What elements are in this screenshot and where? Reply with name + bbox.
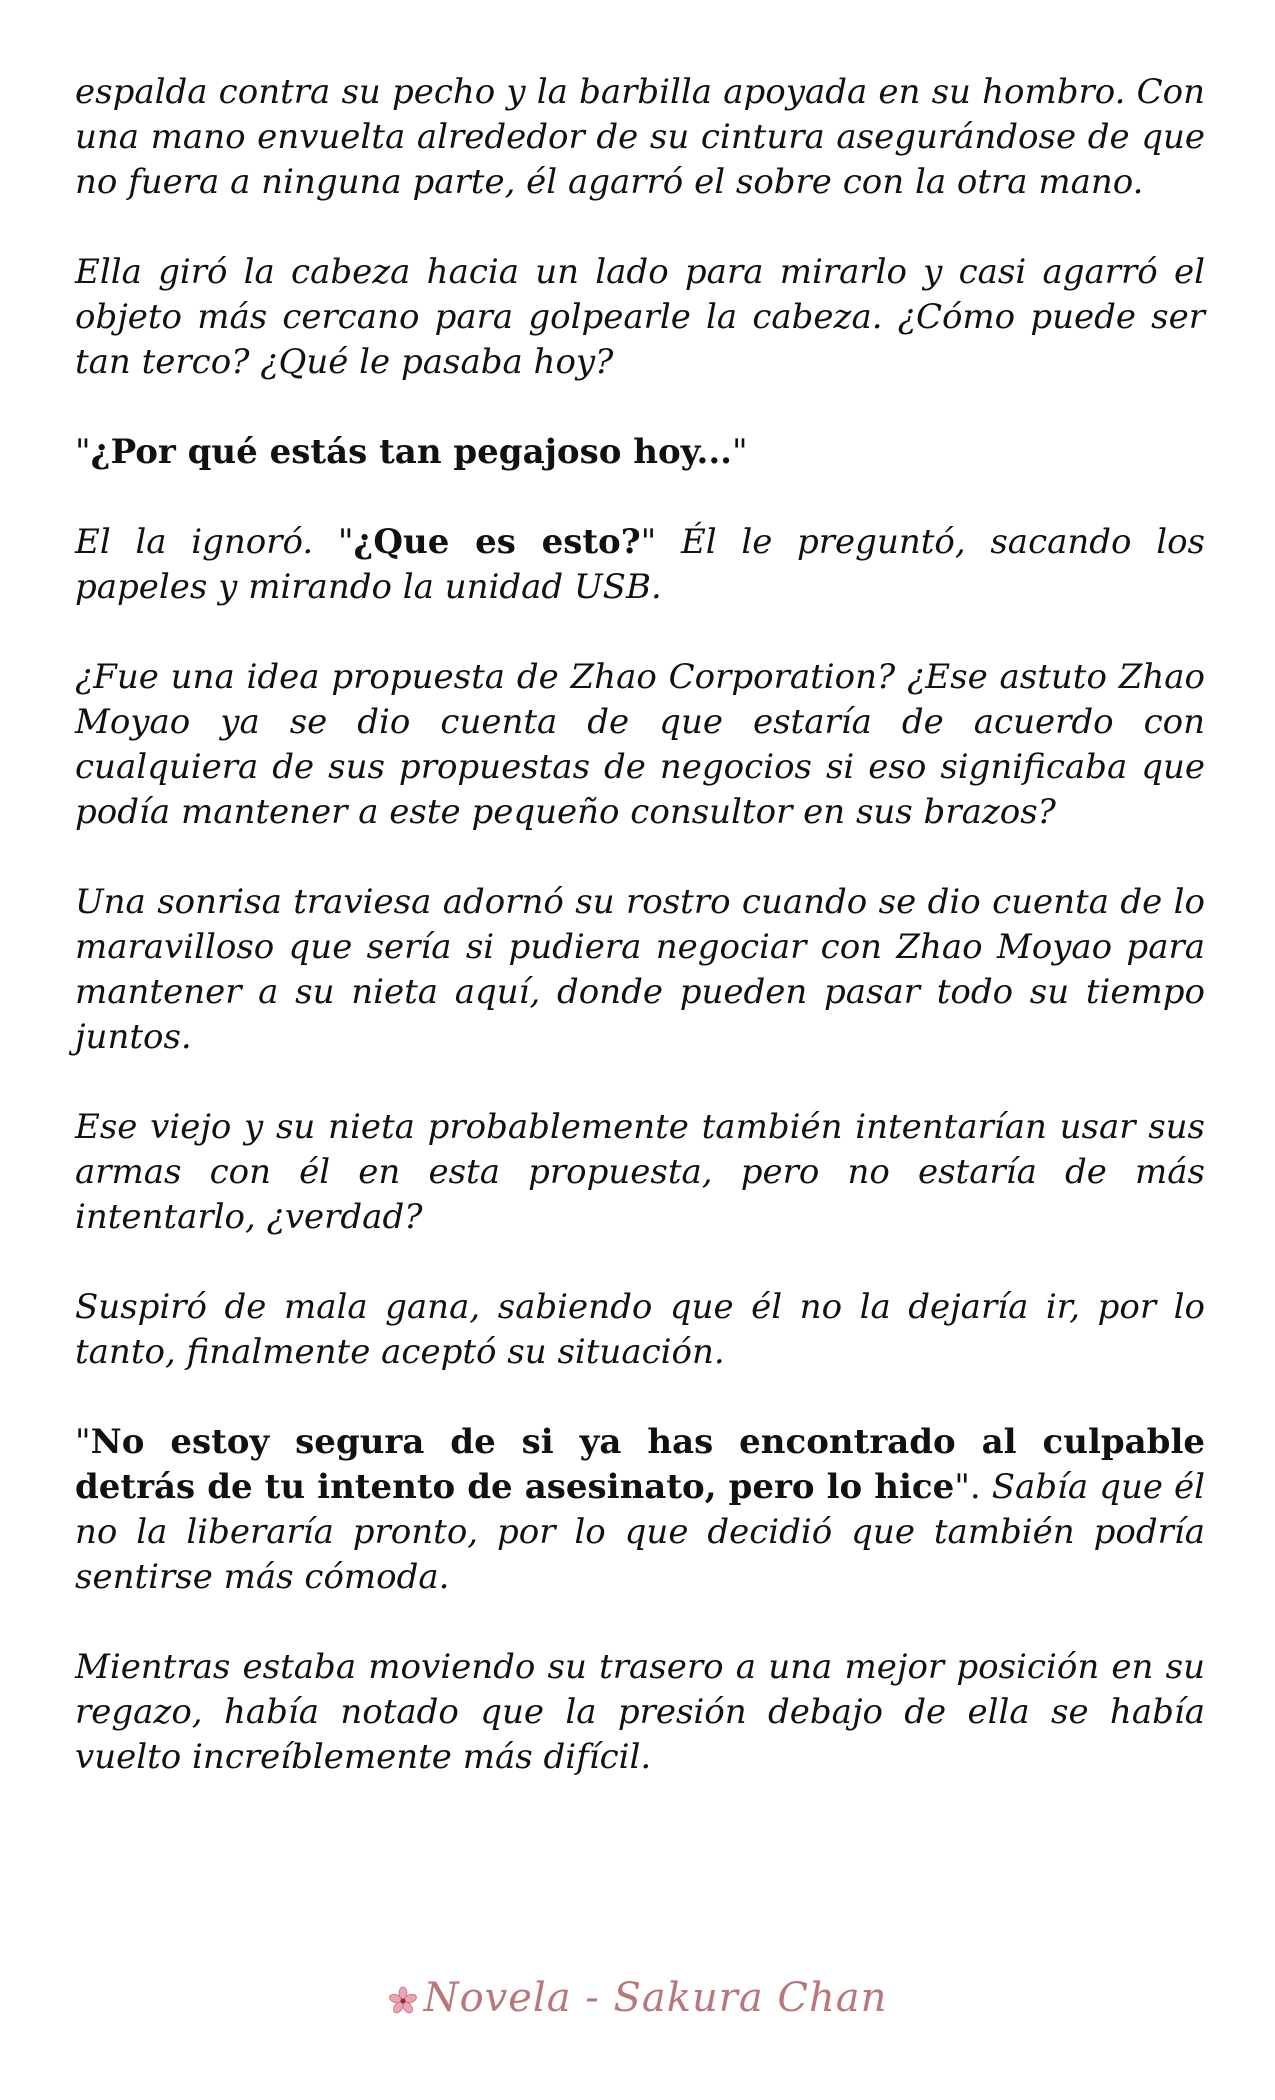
quote-mark: " — [75, 1422, 91, 1462]
paragraph-5: ¿Fue una idea propuesta de Zhao Corporation? ¿Ese astuto Zhao Moyao ya se dio cuenta de que estaría de acuerdo con cualquiera de sus propuestas de negocios si eso significaba que podía mantener a este pequeño consultor en sus brazos? — [75, 657, 1205, 832]
sakura-flower-icon — [388, 1986, 418, 2016]
watermark-text: Novela - Sakura Chan — [423, 1975, 888, 2021]
paragraph-10: Mientras estaba moviendo su trasero a una mejor posición en su regazo, había notado que la presión debajo de ella se había vuelto increíblemente más difícil. — [75, 1647, 1205, 1777]
chapter-text — [75, 70, 1205, 1825]
narration-text: Sabía que él no la liberaría pronto, por lo que decidió que también podría sentirse más cómoda. — [75, 1467, 1205, 1597]
paragraph-6: Una sonrisa traviesa adornó su rostro cuando se dio cuenta de lo maravilloso que sería si pudiera negociar con Zhao Moyao para mantener a su nieta aquí, donde pueden pasar todo su tiempo juntos. — [75, 882, 1205, 1057]
dialog-text: ¿Por qué estás tan pegajoso hoy... — [90, 432, 732, 472]
paragraph-7: Ese viejo y su nieta probablemente también intentarían usar sus armas con él en esta propuesta, pero no estaría de más intentarlo, ¿verdad? — [75, 1107, 1205, 1237]
watermark — [0, 1975, 1275, 2021]
paragraph-3-dialog — [75, 430, 1205, 475]
quote-mark: " — [75, 432, 91, 472]
paragraph-1: espalda contra su pecho y la barbilla apoyada en su hombro. Con una mano envuelta alrededor de su cintura asegurándose de que no fuera a ninguna parte, él agarró el sobre con la otra mano. — [75, 72, 1205, 202]
quote-mark: " — [732, 432, 748, 472]
quote-mark: " — [640, 522, 657, 562]
paragraph-9 — [75, 1420, 1205, 1600]
narration-text: El la ignoró. — [75, 522, 338, 562]
paragraph-2: Ella giró la cabeza hacia un lado para mirarlo y casi agarró el objeto más cercano para golpearle la cabeza. ¿Cómo puede ser tan terco? ¿Qué le pasaba hoy? — [75, 252, 1205, 382]
quote-mark: ". — [954, 1467, 981, 1507]
quote-mark: " — [337, 522, 354, 562]
narration-text: Él le preguntó, sacando los papeles y mirando la unidad USB. — [75, 522, 1205, 607]
paragraph-4 — [75, 520, 1205, 610]
paragraph-8: Suspiró de mala gana, sabiendo que él no la dejaría ir, por lo tanto, finalmente aceptó su situación. — [75, 1287, 1205, 1372]
dialog-text: No estoy segura de si ya has encontrado al culpable detrás de tu intento de asesinato, pero lo hice — [75, 1422, 1205, 1507]
dialog-text: ¿Que es esto? — [353, 522, 641, 562]
